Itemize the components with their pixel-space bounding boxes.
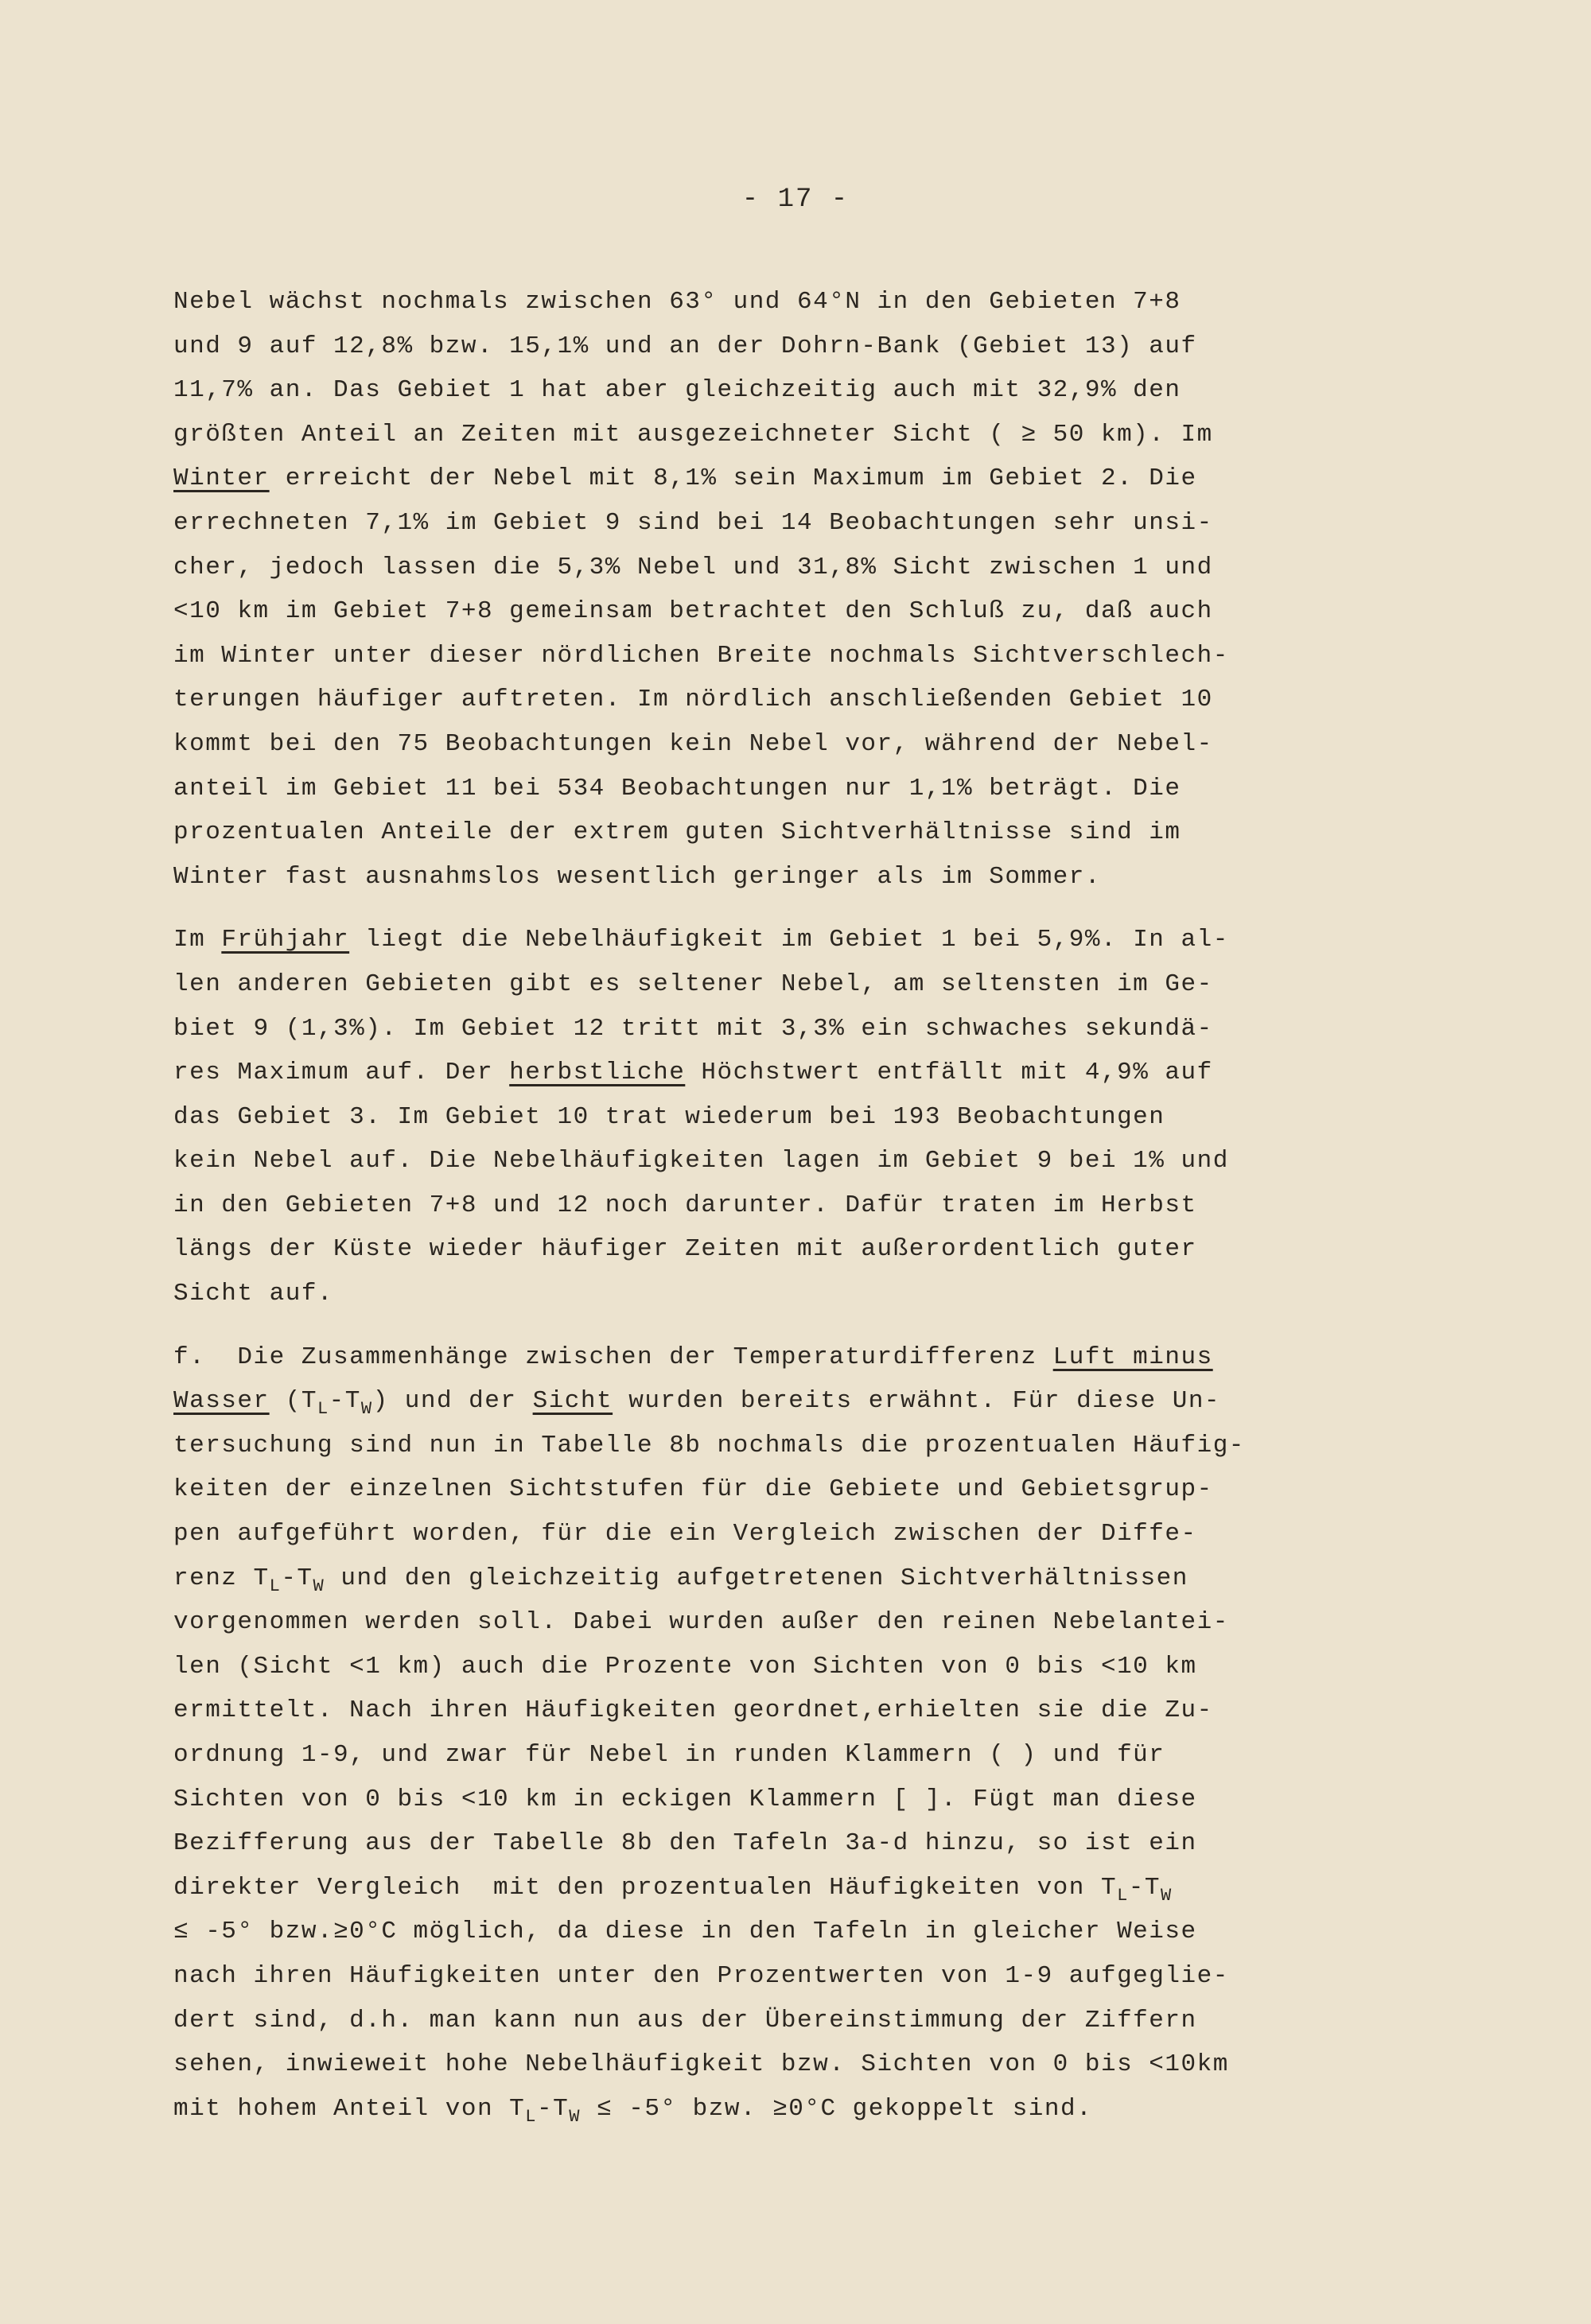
paragraph-3 [173, 1335, 1367, 2132]
page-number: - 17 - [741, 185, 850, 215]
text-run: Sichten von 0 bis <10 km in eckigen Klammern [ ]. Fügt man diese [173, 1785, 1197, 1813]
text-line [173, 810, 1367, 855]
text-run: sehen, inwieweit hohe Nebelhäufigkeit bzw. Sichten von 0 bis <10km [173, 2050, 1229, 2079]
text-line [173, 2042, 1367, 2087]
text-run: kein Nebel auf. Die Nebelhäufigkeiten lagen im Gebiet 9 bei 1% und [173, 1147, 1229, 1176]
text-run: Sicht auf. [173, 1280, 334, 1308]
subscript: L [269, 1576, 282, 1596]
text-run: kommt bei den 75 Beobachtungen kein Nebel vor, während der Nebel- [173, 729, 1213, 758]
text-line [173, 457, 1367, 501]
text-run: -T [536, 2094, 570, 2123]
text-line [173, 1272, 1367, 1316]
text-line [173, 1379, 1367, 1424]
underlined-term: herbstliche [509, 1059, 686, 1087]
text-run: in den Gebieten 7+8 und 12 noch darunter. Dafür traten im Herbst [173, 1191, 1197, 1219]
text-line [173, 1335, 1367, 1380]
text-run: cher, jedoch lassen die 5,3% Nebel und 31,8% Sicht zwischen 1 und [173, 553, 1213, 581]
text-line [173, 1467, 1367, 1512]
text-line [173, 1600, 1367, 1645]
text-line [173, 1999, 1367, 2043]
subscript: L [525, 2106, 537, 2127]
text-run: keiten der einzelnen Sichtstufen für die Gebiete und Gebietsgrup- [173, 1475, 1213, 1504]
text-line [173, 1183, 1367, 1228]
text-run: und den gleichzeitig aufgetretenen Sichtverhältnissen [325, 1564, 1188, 1592]
text-line [173, 634, 1367, 678]
text-line [173, 325, 1367, 369]
underlined-term: Winter [173, 464, 270, 493]
text-run: -T [329, 1387, 361, 1416]
text-run: 11,7% an. Das Gebiet 1 hat aber gleichzeitig auch mit 32,9% den [173, 376, 1181, 405]
text-run: Im [173, 926, 222, 954]
text-run: f. Die Zusammenhänge zwischen der Temperaturdifferenz [173, 1343, 1053, 1371]
underlined-term: Luft minus [1052, 1343, 1213, 1371]
text-run: ermittelt. Nach ihren Häufigkeiten geordnet,erhielten sie die Zu- [173, 1696, 1213, 1725]
paragraph-2 [173, 918, 1367, 1316]
text-run: prozentualen Anteile der extrem guten Sichtverhältnisse sind im [173, 818, 1181, 847]
underlined-term: Wasser [173, 1387, 270, 1416]
text-line [173, 1954, 1367, 1999]
text-line [173, 1645, 1367, 1689]
text-line [173, 2087, 1367, 2132]
text-run: größten Anteil an Zeiten mit ausgezeichneter Sicht ( ≥ 50 km). Im [173, 420, 1213, 449]
text-run: liegt die Nebelhäufigkeit im Gebiet 1 bei 5,9%. In al- [349, 926, 1229, 954]
text-run: Bezifferung aus der Tabelle 8b den Tafeln 3a-d hinzu, so ist ein [173, 1829, 1197, 1858]
text-line [173, 1821, 1367, 1866]
subscript: W [569, 2106, 581, 2127]
underlined-term: Frühjahr [221, 926, 350, 954]
text-line [173, 589, 1367, 634]
text-run: nach ihren Häufigkeiten unter den Prozentwerten von 1-9 aufgeglie- [173, 1961, 1229, 1990]
text-line [173, 722, 1367, 767]
subscript: W [360, 1399, 373, 1420]
text-line [173, 368, 1367, 413]
text-run: Höchstwert entfällt mit 4,9% auf [685, 1059, 1213, 1087]
text-run: len (Sicht <1 km) auch die Prozente von Sichten von 0 bis <10 km [173, 1652, 1197, 1681]
text-run: tersuchung sind nun in Tabelle 8b nochmals die prozentualen Häufig- [173, 1431, 1245, 1459]
text-run: terungen häufiger auftreten. Im nördlich anschließenden Gebiet 10 [173, 686, 1213, 714]
text-line [173, 1512, 1367, 1556]
text-line [173, 1007, 1367, 1051]
text-run: renz T [173, 1564, 270, 1592]
text-run: -T [1128, 1873, 1161, 1902]
text-line [173, 1778, 1367, 1822]
text-run: das Gebiet 3. Im Gebiet 10 trat wiederum bei 193 Beobachtungen [173, 1102, 1165, 1131]
text-line [173, 678, 1367, 722]
text-run: <10 km im Gebiet 7+8 gemeinsam betrachtet den Schluß zu, daß auch [173, 597, 1213, 626]
text-run: res Maximum auf. Der [173, 1059, 510, 1087]
underlined-term: Sicht [532, 1387, 613, 1416]
text-run: Nebel wächst nochmals zwischen 63° und 64°N in den Gebieten 7+8 [173, 288, 1181, 316]
text-run: mit hohem Anteil von T [173, 2094, 526, 2123]
text-line [173, 1227, 1367, 1272]
subscript: L [317, 1399, 329, 1420]
text-run: erreicht der Nebel mit 8,1% sein Maximum im Gebiet 2. Die [269, 464, 1197, 493]
text-line [173, 1910, 1367, 1954]
text-run: ) und der [372, 1387, 533, 1416]
text-run: direkter Vergleich mit den prozentualen Häufigkeiten von T [173, 1873, 1118, 1902]
text-line [173, 1095, 1367, 1140]
text-line [173, 1689, 1367, 1733]
text-run: vorgenommen werden soll. Dabei wurden außer den reinen Nebelantei- [173, 1608, 1229, 1637]
subscript: W [1161, 1885, 1173, 1906]
text-line [173, 280, 1367, 325]
text-line [173, 1866, 1367, 1910]
text-line [173, 855, 1367, 900]
text-run: len anderen Gebieten gibt es seltener Nebel, am seltensten im Ge- [173, 970, 1213, 998]
body-text [173, 280, 1367, 2150]
text-run: (T [269, 1387, 317, 1416]
text-run: und 9 auf 12,8% bzw. 15,1% und an der Dohrn-Bank (Gebiet 13) auf [173, 332, 1197, 360]
subscript: W [313, 1576, 325, 1596]
text-run: wurden bereits erwähnt. Für diese Un- [613, 1387, 1221, 1416]
text-run: im Winter unter dieser nördlichen Breite nochmals Sichtverschlech- [173, 641, 1229, 670]
text-run: anteil im Gebiet 11 bei 534 Beobachtungen nur 1,1% beträgt. Die [173, 774, 1181, 803]
text-run: biet 9 (1,3%). Im Gebiet 12 tritt mit 3,3% ein schwaches sekundä- [173, 1014, 1213, 1043]
text-line [173, 962, 1367, 1007]
text-run: längs der Küste wieder häufiger Zeiten mit außerordentlich guter [173, 1235, 1197, 1264]
text-run: dert sind, d.h. man kann nun aus der Übereinstimmung der Ziffern [173, 2006, 1197, 2034]
text-run: ≤ -5° bzw.≥0°C möglich, da diese in den Tafeln in gleicher Weise [173, 1918, 1197, 1946]
text-run: errechneten 7,1% im Gebiet 9 sind bei 14 Beobachtungen sehr unsi- [173, 508, 1213, 537]
text-run: ≤ -5° bzw. ≥0°C gekoppelt sind. [580, 2094, 1093, 2123]
text-line [173, 1051, 1367, 1095]
text-line [173, 918, 1367, 962]
text-line [173, 767, 1367, 811]
text-run: Winter fast ausnahmslos wesentlich geringer als im Sommer. [173, 862, 1101, 891]
text-line [173, 546, 1367, 590]
text-run: ordnung 1-9, und zwar für Nebel in runden Klammern ( ) und für [173, 1741, 1165, 1769]
text-run: -T [281, 1564, 313, 1592]
text-line [173, 1424, 1367, 1468]
text-line [173, 1139, 1367, 1183]
text-line [173, 1733, 1367, 1778]
text-line [173, 501, 1367, 546]
text-run: pen aufgeführt worden, für die ein Vergleich zwischen der Diffe- [173, 1520, 1197, 1549]
text-line [173, 413, 1367, 457]
subscript: L [1117, 1885, 1129, 1906]
paragraph-1 [173, 280, 1367, 899]
text-line [173, 1556, 1367, 1601]
